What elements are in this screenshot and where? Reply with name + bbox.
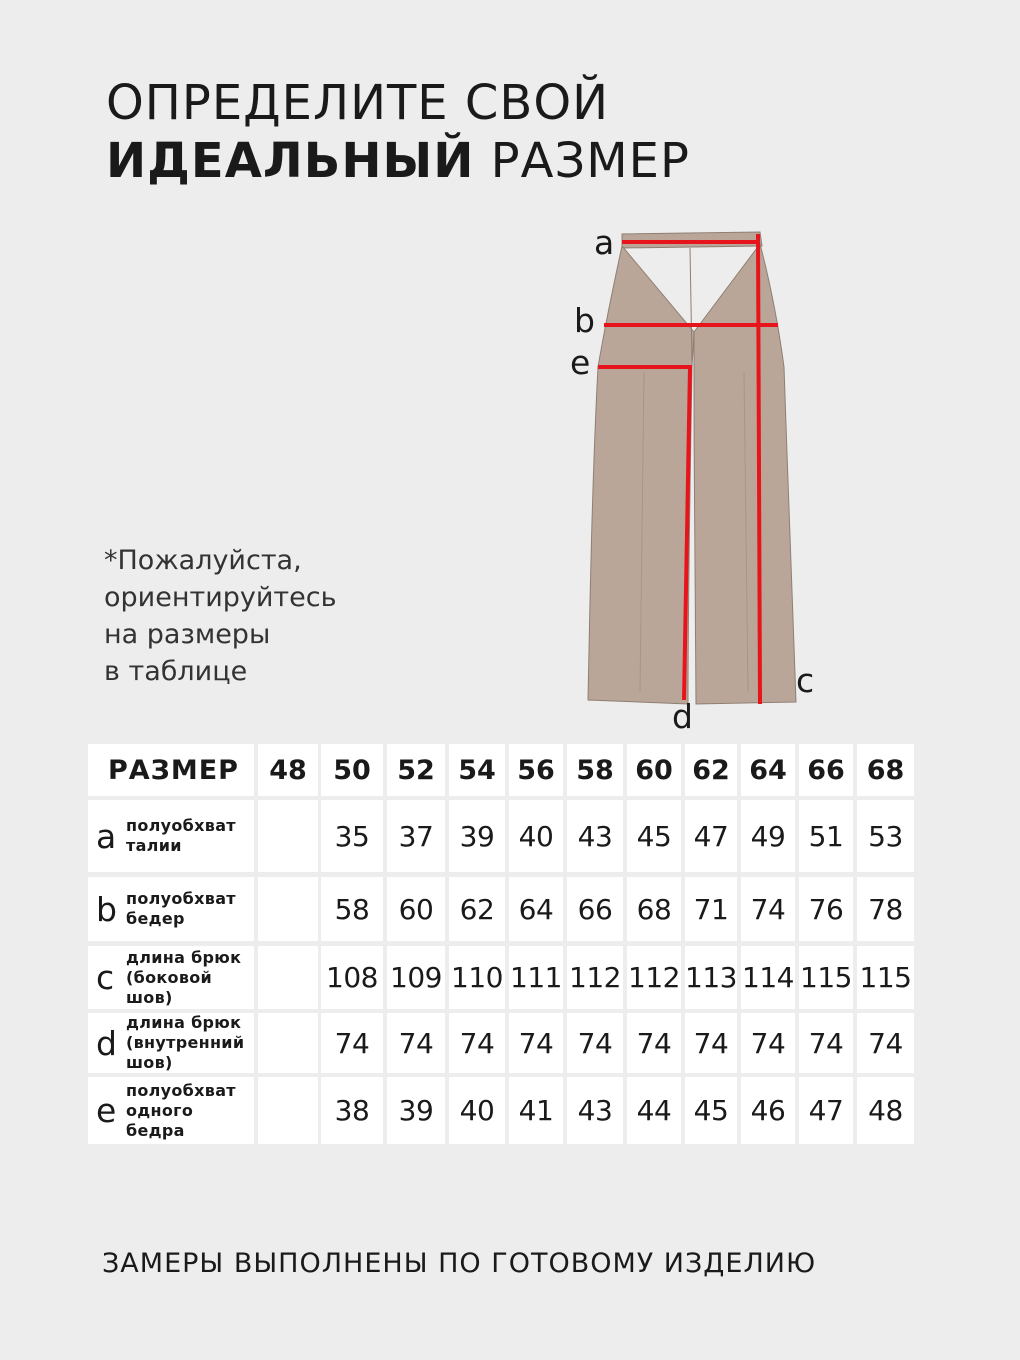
diagram-label-b: b [574,301,595,340]
size-column-header: 62 [685,744,737,796]
table-value-cell: 68 [627,877,681,941]
measurement-description-line: длина брюк [126,1013,242,1032]
table-value-cell: 46 [741,1077,795,1144]
measurement-letter: e [96,1091,117,1130]
table-value-cell: 53 [857,800,914,872]
table-value-cell: 110 [449,946,505,1009]
diagram-label-c: c [796,661,815,700]
measurement-description-line: талии [126,836,182,855]
measurement-description [122,948,241,1008]
table-value-cell: 35 [321,800,383,872]
measurement-label-cell [88,800,254,872]
footer-note: ЗАМЕРЫ ВЫПОЛНЕНЫ ПО ГОТОВОМУ ИЗДЕЛИЮ [102,1248,817,1279]
measurement-description [122,1081,236,1141]
table-value-cell: 40 [509,800,563,872]
size-column-header: 68 [857,744,914,796]
table-value-cell: 64 [509,877,563,941]
size-column-header: 66 [799,744,853,796]
measurement-letter: a [96,816,117,856]
measurement-label-cell [88,946,254,1009]
table-value-cell: 76 [799,877,853,941]
table-value-cell: 49 [741,800,795,872]
diagram-label-d: d [672,697,693,736]
measurement-description-line: шов) [126,987,173,1007]
measurement-description-line: бедер [126,909,185,928]
size-header-cell: РАЗМЕР [88,744,254,796]
table-value-cell [258,1077,318,1144]
table-value-cell: 43 [567,800,623,872]
table-value-cell: 47 [799,1077,853,1144]
measurement-description-line: шов) [126,1053,173,1072]
table-value-cell: 44 [627,1077,681,1144]
title-line-2 [106,132,690,190]
measurement-letter: d [96,1023,117,1063]
table-value-cell: 113 [685,946,737,1009]
title-line-1: ОПРЕДЕЛИТЕ СВОЙ [106,75,610,131]
measure-line-c [758,234,760,704]
table-value-cell: 114 [741,946,795,1009]
size-note [104,542,337,690]
size-column-header: 48 [258,744,318,796]
table-value-cell: 66 [567,877,623,941]
size-column-header: 50 [321,744,383,796]
measurement-description-line: полуобхват [126,816,236,835]
table-value-cell: 39 [387,1077,445,1144]
table-value-cell: 74 [449,1013,505,1073]
measurement-description [122,816,236,856]
table-value-cell: 74 [685,1013,737,1073]
table-value-cell: 43 [567,1077,623,1144]
title-bold-word: ИДЕАЛЬНЫЙ [106,133,475,189]
table-value-cell: 74 [741,1013,795,1073]
measurement-description-line: бедра [126,1120,185,1140]
table-value-cell: 74 [509,1013,563,1073]
table-value-cell: 74 [567,1013,623,1073]
measurement-description [122,889,236,929]
table-value-cell [258,946,318,1009]
table-value-cell: 112 [567,946,623,1009]
table-value-cell [258,800,318,872]
pants-measurement-diagram [560,222,830,742]
table-value-cell: 45 [685,1077,737,1144]
size-column-header: 58 [567,744,623,796]
note-line: *Пожалуйста, [104,545,302,576]
table-value-cell: 37 [387,800,445,872]
table-value-cell: 74 [321,1013,383,1073]
measurement-description [122,1013,244,1073]
table-value-cell: 109 [387,946,445,1009]
page-title [106,74,690,190]
table-value-cell: 39 [449,800,505,872]
table-value-cell: 60 [387,877,445,941]
size-column-header: 56 [509,744,563,796]
table-value-cell: 74 [627,1013,681,1073]
size-column-header: 52 [387,744,445,796]
table-value-cell: 51 [799,800,853,872]
table-value-cell: 45 [627,800,681,872]
table-value-cell: 40 [449,1077,505,1144]
table-value-cell: 115 [799,946,853,1009]
size-column-header: 64 [741,744,795,796]
table-value-cell: 48 [857,1077,914,1144]
table-value-cell: 115 [857,946,914,1009]
table-value-cell: 74 [741,877,795,941]
measurement-description-line: (внутренний [126,1033,245,1052]
table-value-cell: 62 [449,877,505,941]
note-line: в таблице [104,656,248,687]
table-value-cell: 58 [321,877,383,941]
note-line: ориентируйтесь [104,582,337,613]
table-value-cell: 74 [387,1013,445,1073]
measurement-letter: c [96,958,115,997]
measurement-description-line: длина брюк [126,947,242,967]
table-value-cell: 78 [857,877,914,941]
diagram-label-a: a [594,223,615,262]
note-line: на размеры [104,619,271,650]
measurement-label-cell [88,1077,254,1144]
measurement-letter: b [96,889,117,929]
table-value-cell [258,877,318,941]
table-value-cell: 71 [685,877,737,941]
table-value-cell: 108 [321,946,383,1009]
measurement-label-cell [88,1013,254,1073]
diagram-label-e: e [570,343,591,382]
table-value-cell [258,1013,318,1073]
size-column-header: 54 [449,744,505,796]
measurement-description-line: полуобхват [126,1080,236,1100]
measurement-description-line: полуобхват [126,889,236,908]
table-value-cell: 111 [509,946,563,1009]
table-value-cell: 38 [321,1077,383,1144]
table-value-cell: 74 [857,1013,914,1073]
title-rest-word: РАЗМЕР [490,133,690,189]
measurement-label-cell [88,877,254,941]
table-value-cell: 112 [627,946,681,1009]
measurement-description-line: одного [126,1100,194,1120]
table-value-cell: 74 [799,1013,853,1073]
table-value-cell: 41 [509,1077,563,1144]
table-value-cell: 47 [685,800,737,872]
measurement-description-line: (боковой [126,967,213,987]
size-column-header: 60 [627,744,681,796]
